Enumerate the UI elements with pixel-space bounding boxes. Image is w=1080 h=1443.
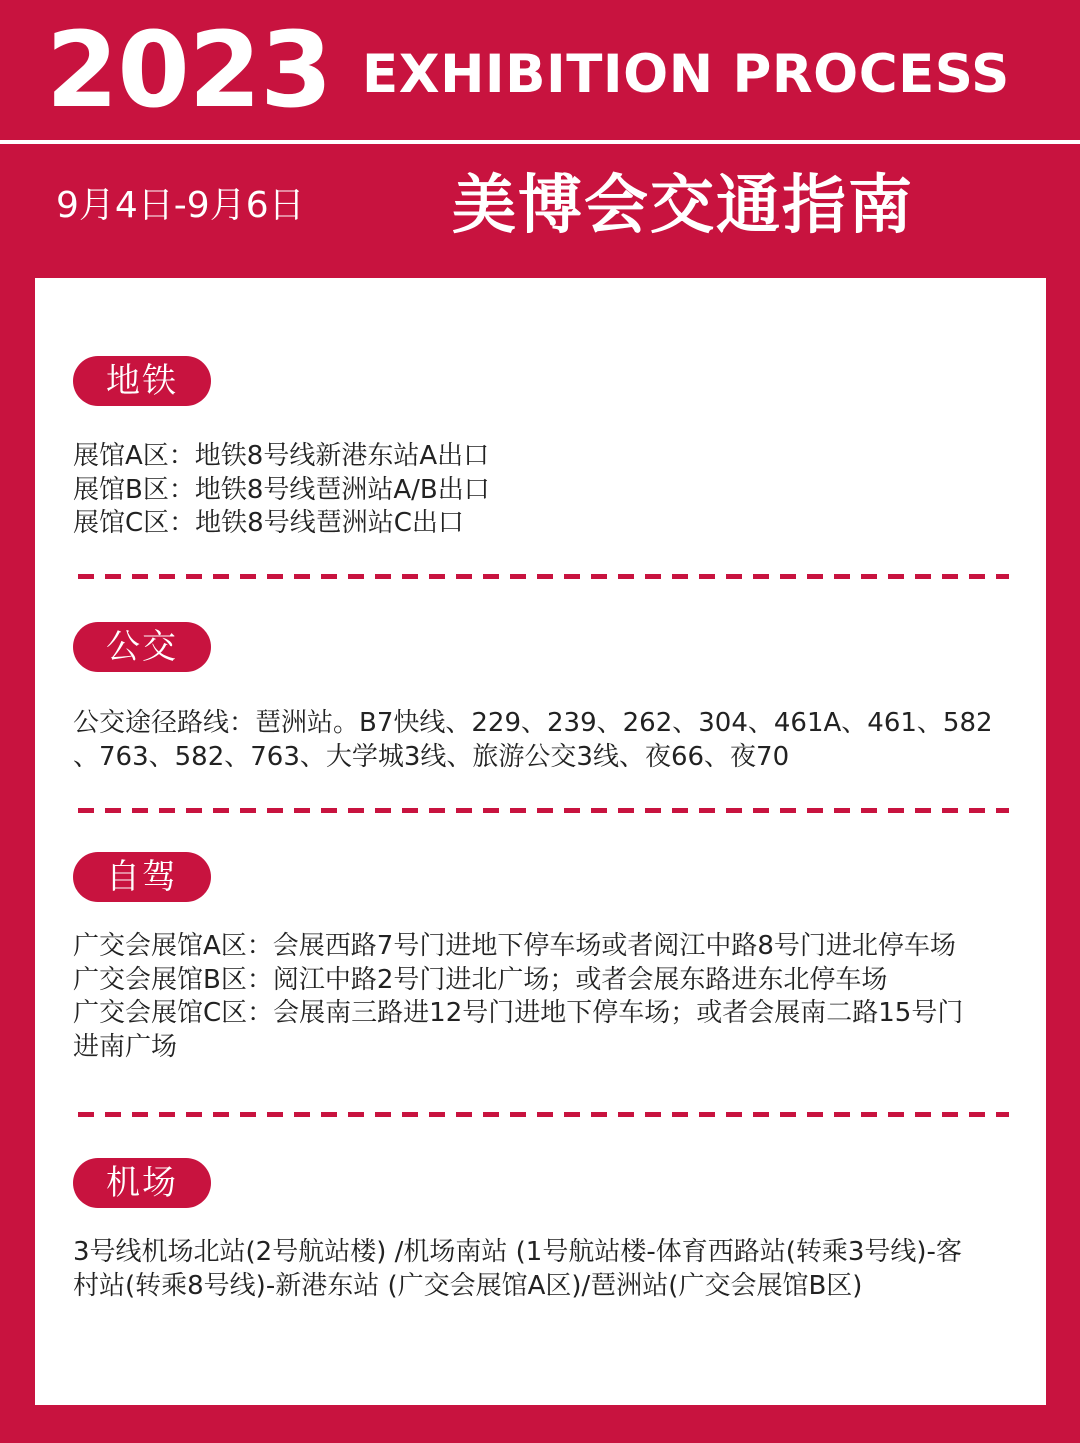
- section-heading-driving: 自驾: [73, 852, 211, 902]
- section-heading-airport: 机场: [73, 1158, 211, 1208]
- section-divider: [78, 808, 1009, 813]
- header-divider: [0, 140, 1080, 144]
- section-body-driving: [73, 930, 1023, 1064]
- driving-line-3: 广交会展馆C区：会展南三路进12号门进地下停车场；或者会展南二路15号门: [73, 998, 964, 1028]
- subway-line-3: 展馆C区：地铁8号线琶洲站C出口: [73, 508, 464, 538]
- airport-line-2: 村站(转乘8号线)-新港东站 (广交会展馆A区)/琶洲站(广交会展馆B区): [73, 1270, 863, 1301]
- bus-line-2: 、763、582、763、大学城3线、旅游公交3线、夜66、夜70: [73, 741, 790, 772]
- header-year: 2023: [46, 9, 332, 131]
- section-divider: [78, 574, 1009, 579]
- section-heading-subway: 地铁: [73, 356, 211, 406]
- subway-line-1: 展馆A区：地铁8号线新港东站A出口: [73, 441, 490, 471]
- section-body-bus: [73, 707, 1023, 774]
- bus-line-1: 公交途径路线：琶洲站。B7快线、229、239、262、304、461A、461、582: [73, 708, 993, 738]
- airport-line-1: 3号线机场北站(2号航站楼) /机场南站 (1号航站楼-体育西路站(转乘3号线)-客: [73, 1237, 962, 1267]
- section-divider: [78, 1112, 1009, 1117]
- driving-line-2: 广交会展馆B区：阅江中路2号门进北广场；或者会展东路进东北停车场: [73, 964, 888, 995]
- section-heading-bus: 公交: [73, 622, 211, 672]
- content-card: [35, 278, 1046, 1405]
- page-title: 美博会交通指南: [452, 169, 914, 243]
- section-body-subway: [73, 440, 1023, 541]
- driving-line-4: 进南广场: [73, 1031, 178, 1062]
- driving-line-1: 广交会展馆A区：会展西路7号门进地下停车场或者阅江中路8号门进北停车场: [73, 931, 956, 961]
- header-subtitle: EXHIBITION PROCESS: [362, 44, 1010, 105]
- date-range: 9月4日-9月6日: [56, 185, 305, 226]
- section-body-airport: [73, 1236, 1023, 1303]
- subway-line-2: 展馆B区：地铁8号线琶洲站A/B出口: [73, 474, 490, 505]
